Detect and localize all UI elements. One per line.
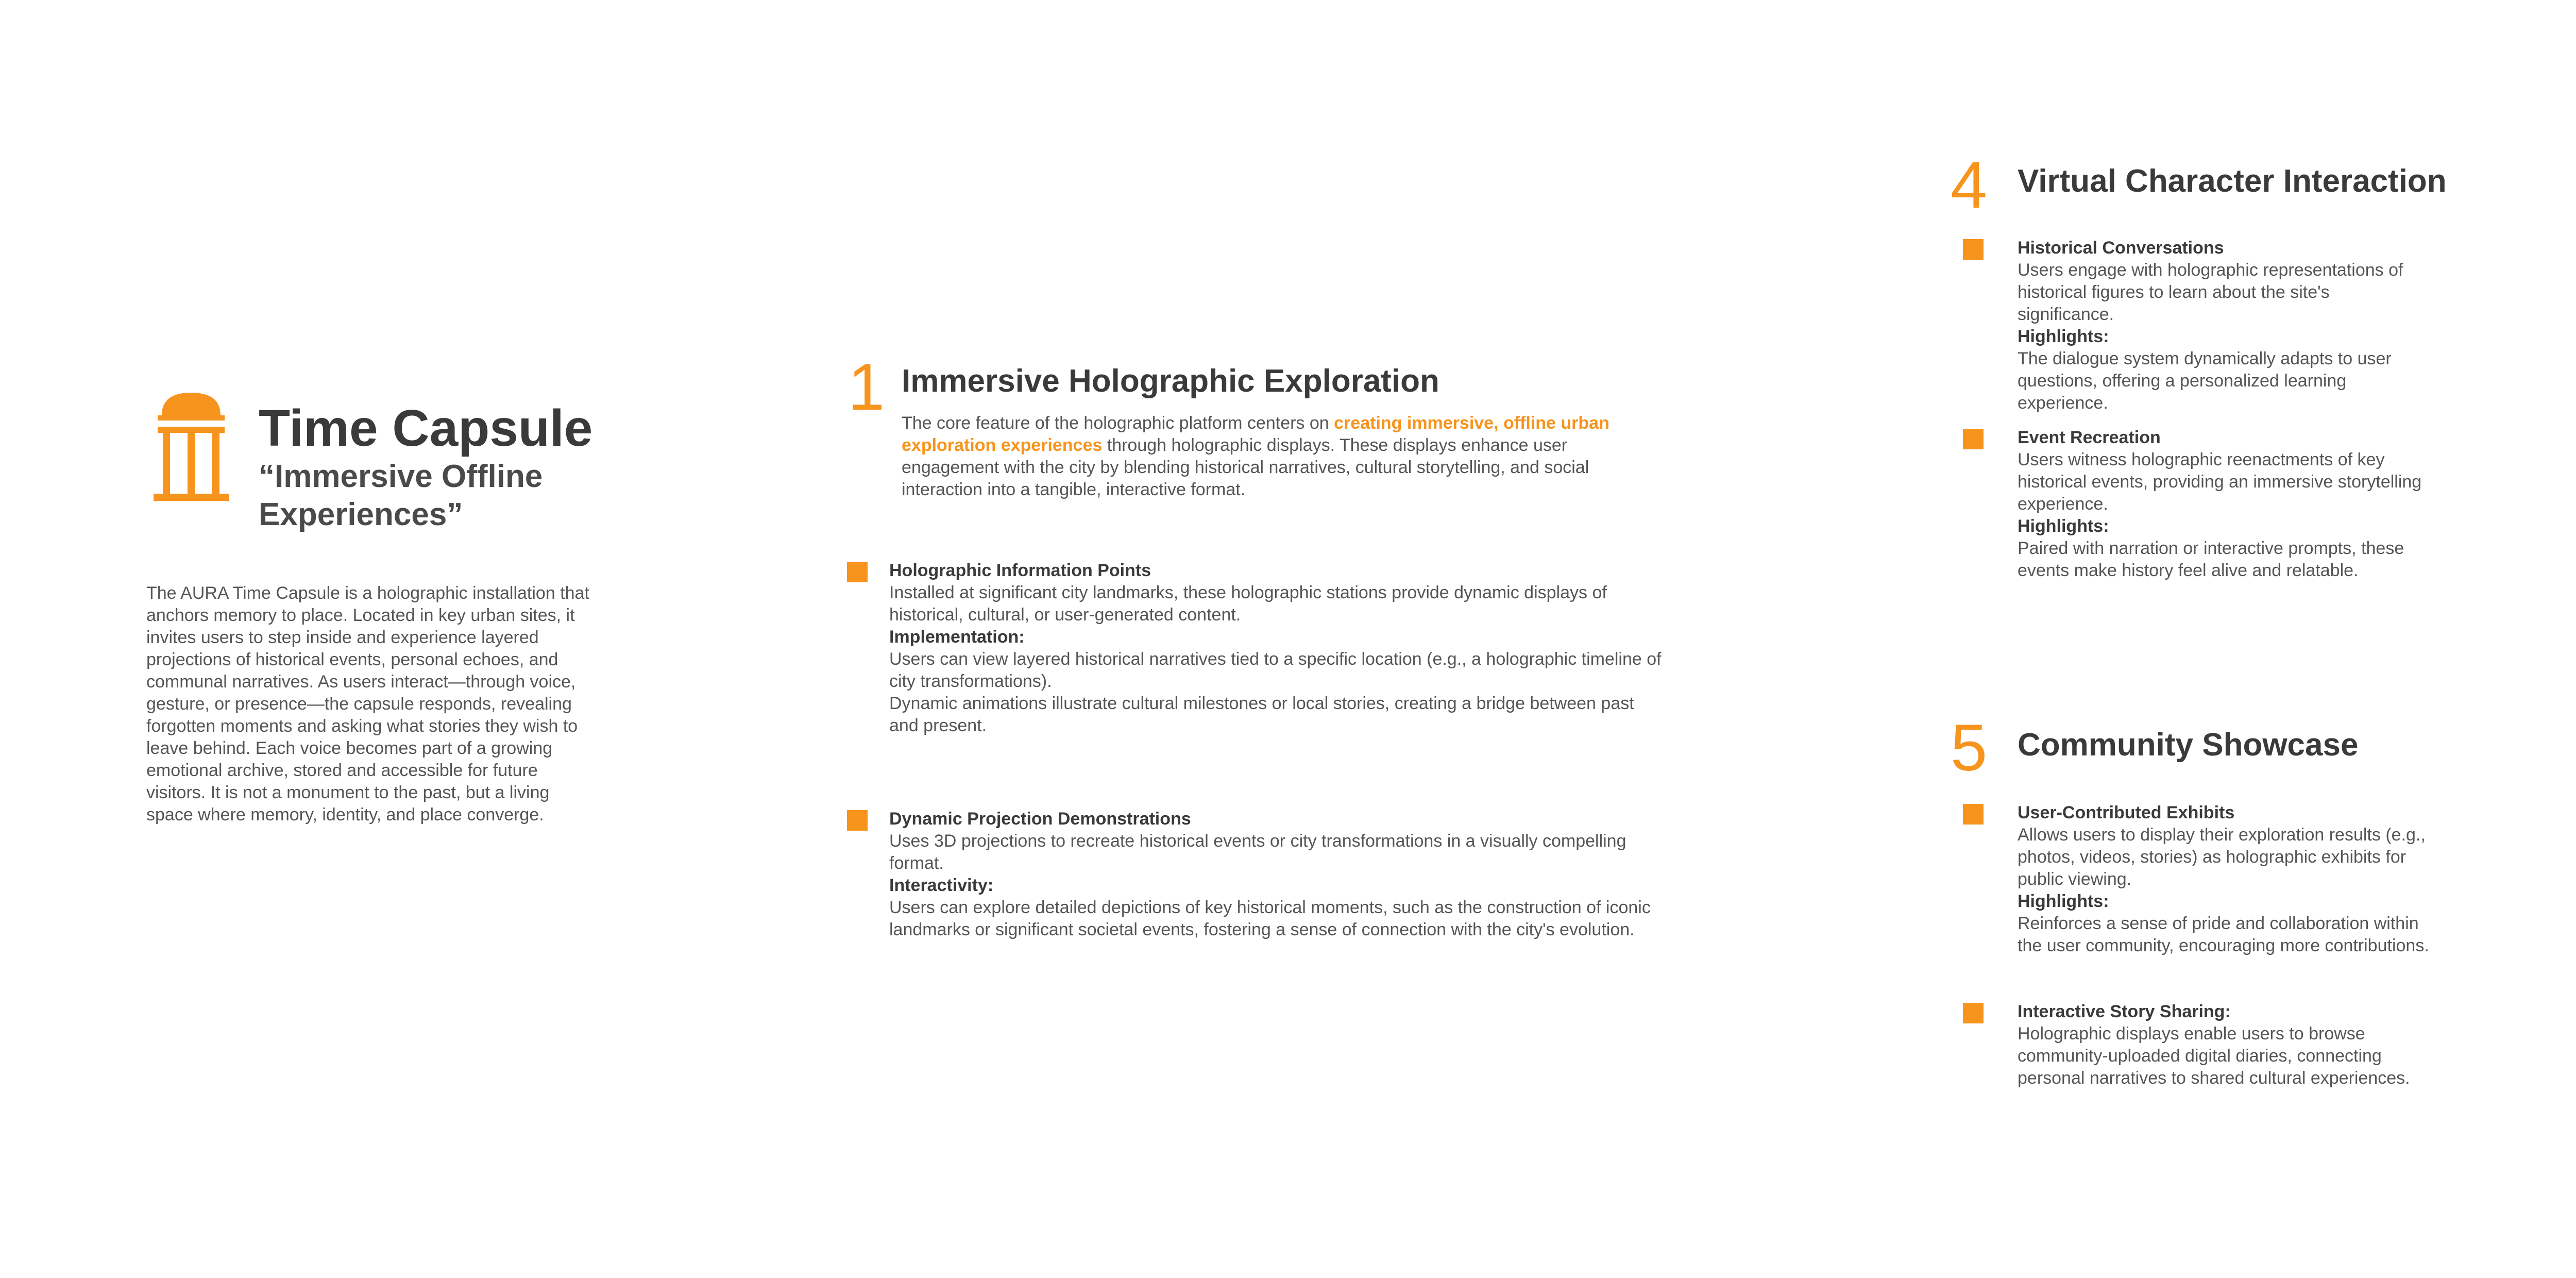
- square-bullet-icon: [1963, 239, 1984, 260]
- square-bullet-icon: [1963, 429, 1984, 449]
- section-1-description: The core feature of the holographic platform centers on creating immersive, offline urban exploration experiences through holographic displays. These displays enhance user engagement with the city by blending historical narratives, cultural storytelling, and social interaction into a tangible, interactive format.: [902, 413, 1609, 499]
- section-4-title: Virtual Character Interaction: [2018, 163, 2447, 199]
- square-bullet-icon: [847, 810, 868, 831]
- section-4-item: Historical Conversations Users engage with holographic representations of historical figures to learn about the site's significance. Highlights: The dialogue system dynamically adapts to user questions, offering a personalized learning experience.: [2018, 238, 2403, 413]
- intro-paragraph: The AURA Time Capsule is a holographic installation that anchors memory to place. Located in key urban sites, it invites users to step inside and experience layered projections of historical events, personal echoes, and communal narratives. As users interact—through voice, gesture, or presence—the capsule responds, revealing forgotten moments and asking what stories they wish to leave behind. Each voice becomes part of a growing emotional archive, stored and accessible for future visitors. It is not a monument to the past, but a living space where memory, identity, and place converge.: [146, 583, 589, 825]
- page-subtitle: “Immersive Offline Experiences”: [259, 459, 543, 532]
- section-4-number: 4: [1951, 148, 1988, 222]
- section-4-item: Event Recreation Users witness holographic reenactments of key historical events, providing an immersive storytelling experience. Highlights: Paired with narration or interactive prompts, these events make history feel alive and relatable.: [2018, 428, 2422, 580]
- section-1-item: Dynamic Projection Demonstrations Uses 3D projections to recreate historical events or city transformations in a visually compelling format. Interactivity: Users can explore detailed depictions of key historical moments, such as the construction of iconic landmarks or significant societal events, fostering a sense of connection with the city's evolution.: [889, 809, 1651, 939]
- highlight-text: creating immersive, offline urban exploration experiences: [902, 413, 1609, 455]
- section-1-number: 1: [848, 350, 885, 424]
- page-title: Time Capsule: [259, 399, 593, 457]
- section-1-item: Holographic Information Points Installed at significant city landmarks, these holographic stations provide dynamic displays of historical, cultural, or user-generated content. Implementation: Users can view layered historical narratives tied to a specific location (e.g., a holographic timeline of city transformations). Dynamic animations illustrate cultural milestones or local stories, creating a bridge between past and present.: [889, 561, 1662, 735]
- square-bullet-icon: [847, 562, 868, 582]
- square-bullet-icon: [1963, 804, 1984, 825]
- section-5-item: Interactive Story Sharing: Holographic displays enable users to browse community-uploaded digital diaries, connecting personal narratives to shared cultural experiences.: [2018, 1002, 2410, 1088]
- square-bullet-icon: [1963, 1003, 1984, 1023]
- section-5-title: Community Showcase: [2018, 727, 2359, 763]
- section-1-title: Immersive Holographic Exploration: [902, 363, 1439, 399]
- section-5-item: User-Contributed Exhibits Allows users to display their exploration results (e.g., photos, videos, stories) as holographic exhibits for public viewing. Highlights: Reinforces a sense of pride and collaboration within the user community, encouraging more contributions.: [2018, 803, 2429, 955]
- section-5-number: 5: [1951, 711, 1988, 785]
- time-capsule-icon: [152, 390, 230, 504]
